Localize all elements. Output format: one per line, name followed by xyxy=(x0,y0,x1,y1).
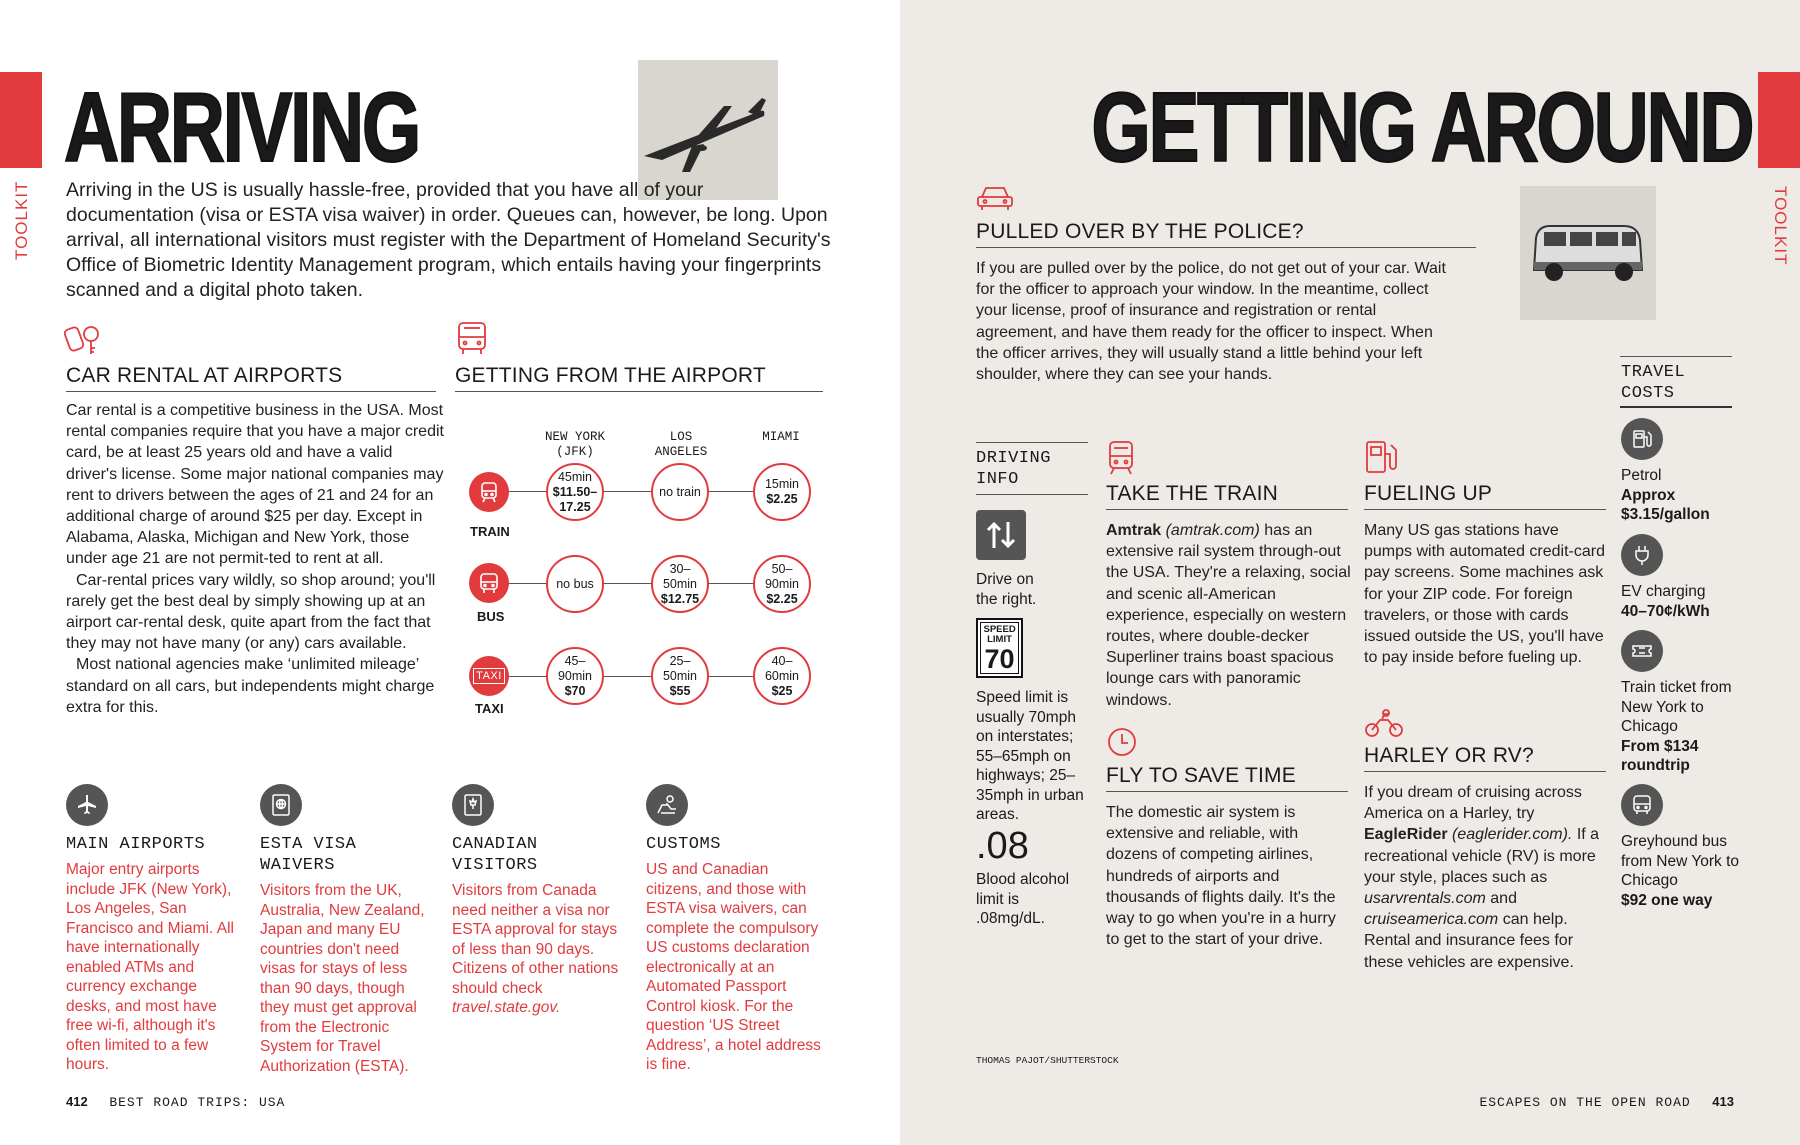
harley-heading: HARLEY OR RV? xyxy=(1364,744,1606,772)
speed-sign-number: 70 xyxy=(984,644,1015,674)
driving-info-top-rule xyxy=(976,442,1088,443)
travel-state-gov-link[interactable]: travel.state.gov. xyxy=(452,999,561,1016)
taxi-ny-time: 45–90min xyxy=(557,653,593,683)
footer-right xyxy=(1479,1094,1734,1110)
page-title-getting-around: GETTING AROUND xyxy=(1091,72,1752,182)
train-ny-time: 45min xyxy=(557,469,593,484)
page-title-arriving: ARRIVING xyxy=(64,72,420,182)
col-header-mia: MIAMI xyxy=(762,430,800,444)
page-number-right: 413 xyxy=(1712,1094,1734,1109)
canadian-heading: CANADIAN VISITORS xyxy=(452,835,538,875)
main-airports-heading: MAIN AIRPORTS xyxy=(66,835,206,854)
toolkit-tab-left xyxy=(0,72,42,168)
speed-limit-text: Speed limit is usually 70mph on interstates; 55–65mph on highways; 25–35mph in urban areas. xyxy=(976,689,1084,823)
train-ticket-icon xyxy=(1621,630,1663,672)
cost-ev xyxy=(1621,582,1741,621)
travel-costs-top-rule xyxy=(1620,356,1732,357)
car-keys-icon xyxy=(64,320,104,361)
car-rental-para-1: Car rental is a competitive business in the USA. Most rental companies require that you have a major credit card, be at least 25 years old and have a valid driver's license. Some major national companies may rent to drivers between the ages of 21 and 24 for an additional charge of around $25 per day. Except in Alabama, Alaska, Michigan and New York, those under age 21 are not permit-ted to rent at all. xyxy=(66,402,444,568)
bus-row-line xyxy=(490,583,790,584)
cost-bus-value: $92 one way xyxy=(1621,891,1713,909)
customs-heading: CUSTOMS xyxy=(646,835,721,854)
bus-mia-time: 50–90min xyxy=(764,561,800,591)
van-photo xyxy=(1520,186,1656,320)
book-title-footer: BEST ROAD TRIPS: USA xyxy=(109,1095,286,1110)
car-rental-heading: CAR RENTAL AT AIRPORTS xyxy=(66,364,436,392)
harley-text-2: If a recreational vehicle (RV) is more your style, places such as xyxy=(1364,826,1600,886)
taxi-ny-cell xyxy=(546,647,604,705)
toolkit-label-right: TOOLKIT xyxy=(1771,186,1790,266)
train-heading: TAKE THE TRAIN xyxy=(1106,482,1348,510)
airport-transport-table xyxy=(455,420,835,730)
harley-text-4: can help. Rental and insurance fees for these vehicles are expensive. xyxy=(1364,911,1574,971)
cost-train-label: Train ticket from New York to Chicago xyxy=(1621,679,1732,735)
fuel-heading: FUELING UP xyxy=(1364,482,1606,510)
cost-bus-label: Greyhound bus from New York to Chicago xyxy=(1621,833,1740,889)
drive-side-text: Drive on the right. xyxy=(976,571,1037,608)
fuel-text: Many US gas stations have pumps with automated credit-card pay screens. Some machines ask for your ZIP code. For foreign travelers, or those with cards issued outside the US, you'll have to pay inside before fueling up. xyxy=(1364,522,1605,667)
train-text: has an extensive rail system through-out the USA. They're a relaxing, social and scenic all-American experience, especially on western routes, where double-decker Superliner trains boast spacious lounge cars with panoramic windows. xyxy=(1106,522,1351,709)
taxi-mia-price: $25 xyxy=(771,683,793,698)
driving-info-rule xyxy=(976,494,1088,495)
bus-ny-value: no bus xyxy=(556,576,594,591)
eaglerider-brand: EagleRider xyxy=(1364,826,1448,844)
travel-costs-heading: TRAVEL COSTS xyxy=(1621,363,1686,403)
bac-value: .08 xyxy=(976,825,1029,867)
bus-label: BUS xyxy=(477,609,505,624)
cost-petrol-label: Petrol xyxy=(1621,467,1662,484)
bac-text: Blood alcohol limit is .08mg/dL. xyxy=(976,871,1070,927)
cost-train-value: From $134 roundtrip xyxy=(1621,737,1699,774)
esta-heading: ESTA VISA WAIVERS xyxy=(260,835,357,875)
fuel-pump-icon-red xyxy=(1364,440,1402,481)
harley-text-3: and xyxy=(1490,890,1517,908)
train-text-block xyxy=(1106,520,1351,711)
cost-ev-value: 40–70¢/kWh xyxy=(1621,602,1710,620)
bus-la-time: 30–50min xyxy=(662,561,698,591)
canada-passport-icon xyxy=(452,784,494,826)
footer-left xyxy=(66,1094,285,1110)
cost-petrol xyxy=(1621,466,1733,525)
esta-text: Visitors from the UK, Australia, New Zealand, Japan and many EU countries don't need visas for stays of less than 90 days, though they must get approval from the Electronic System for Travel Authorization (ESTA). xyxy=(260,882,425,1075)
usarvrentals-link[interactable]: usarvrentals.com xyxy=(1364,890,1486,908)
police-heading: PULLED OVER BY THE POLICE? xyxy=(976,220,1476,248)
bus-mia-cell xyxy=(753,555,811,613)
section-title-footer: ESCAPES ON THE OPEN ROAD xyxy=(1479,1095,1691,1110)
train-mia-price: $2.25 xyxy=(766,492,798,506)
toolkit-tab-right xyxy=(1758,72,1800,168)
main-airports-text: Major entry airports include JFK (New York), Los Angeles, San Francisco and Miami. All have internationally enabled ATMs and currency exchange desks, and most have free wi-fi, although it's often limited to a few hours. xyxy=(66,861,234,1073)
taxi-icon xyxy=(469,656,509,696)
taxi-sign: TAXI xyxy=(473,668,505,684)
car-icon xyxy=(976,183,1014,218)
taxi-label: TAXI xyxy=(475,701,504,716)
canadian-text: Visitors from Canada need neither a visa nor ESTA approval for stays of less than 90 days. Citizens of other nations should check xyxy=(452,882,619,997)
cost-bus xyxy=(1621,832,1741,910)
cost-train xyxy=(1621,678,1733,776)
train-row-line xyxy=(490,491,790,492)
driving-info-heading: DRIVING INFO xyxy=(976,449,1051,489)
train-la-cell xyxy=(651,463,709,521)
taxi-la-cell xyxy=(651,647,709,705)
two-way-arrows-icon xyxy=(976,510,1026,560)
canadian-text-block xyxy=(452,881,630,1018)
col-header-ny: NEW YORK (JFK) xyxy=(545,430,606,459)
customs-icon xyxy=(646,784,688,826)
train-icon xyxy=(469,472,509,512)
car-rental-para-2: Car-rental prices vary wildly, so shop around; you'll rarely get the best deal by simply showing up at an airport car-rental desk, quite apart from the fact that they may not have many (or any) cars available. xyxy=(66,571,436,653)
taxi-la-time: 25–50min xyxy=(662,653,698,683)
taxi-mia-time: 40–60min xyxy=(764,653,800,683)
taxi-ny-price: $70 xyxy=(564,683,586,698)
car-rental-text xyxy=(66,400,446,718)
train-mia-cell xyxy=(753,463,811,521)
police-text: If you are pulled over by the police, do not get out of your car. Wait for the officer to approach your window. In the meantime, collect your license, proof of insurance and registration or rental agreement, and have them ready for the officer to inspect. When the officer arrives, they will usually stand a little behind your left shoulder, where they can see your hands. xyxy=(976,260,1446,384)
passport-icon xyxy=(260,784,302,826)
fuel-pump-icon xyxy=(1621,418,1663,460)
bus-icon xyxy=(455,320,489,361)
car-rental-para-3: Most national agencies make ‘unlimited mileage’ standard on all cars, but independents might charge extra for this. xyxy=(66,656,435,716)
fly-text: The domestic air system is extensive and reliable, with dozens of competing airlines, hundreds of airports and thousands of flights daily. It's the way to go when you're in a hurry to get to the start of your drive. xyxy=(1106,804,1336,949)
customs-text: US and Canadian citizens, and those with ESTA visa waivers, can complete the compulsory US customs declaration electronically at an Automated Passport Control kiosk. For the question ‘US Street Address’, a hotel address is fine. xyxy=(646,861,821,1073)
cost-ev-label: EV charging xyxy=(1621,583,1706,600)
train-icon-right xyxy=(1106,440,1136,481)
intro-text: Arriving in the US is usually hassle-free, provided that you have all of your documentation (visa or ESTA visa waiver) in order. Queues can, however, be long. Upon arrival, all international visitors must register with the Department of Homeland Security's Office of Biometric Identity Management program, which entails having your fingerprints scanned and a digital photo taken. xyxy=(66,179,831,301)
clock-icon xyxy=(1106,726,1138,763)
ev-charger-icon xyxy=(1621,534,1663,576)
taxi-mia-cell xyxy=(753,647,811,705)
train-ny-cell xyxy=(546,463,604,521)
photo-credit: THOMAS PAJOT/SHUTTERSTOCK xyxy=(976,1055,1119,1066)
taxi-la-price: $55 xyxy=(669,683,691,698)
bus-mia-price: $2.25 xyxy=(766,591,798,606)
harley-text-block xyxy=(1364,782,1604,973)
page-number-left: 412 xyxy=(66,1094,88,1109)
bus-la-price: $12.75 xyxy=(660,591,700,606)
train-mia-time: 15min xyxy=(764,477,800,491)
motorcycle-icon xyxy=(1364,700,1404,745)
train-label: TRAIN xyxy=(470,524,510,539)
travel-costs-rule xyxy=(1620,406,1732,408)
airport-heading: GETTING FROM THE AIRPORT xyxy=(455,364,823,392)
speed-sign-label: SPEED LIMIT xyxy=(983,624,1016,645)
amtrak-link[interactable]: (amtrak.com) xyxy=(1165,522,1260,539)
right-page xyxy=(900,0,1800,1145)
airplane-icon xyxy=(66,784,108,826)
speed-limit-sign xyxy=(976,618,1023,678)
taxi-row-line xyxy=(490,676,790,677)
train-ny-price: $11.50–17.25 xyxy=(552,484,598,514)
bus-la-cell xyxy=(651,555,709,613)
bus-ny-cell xyxy=(546,555,604,613)
eaglerider-link[interactable]: (eaglerider.com). xyxy=(1452,826,1573,844)
fly-heading: FLY TO SAVE TIME xyxy=(1106,764,1348,792)
amtrak-brand: Amtrak xyxy=(1106,522,1162,539)
cost-petrol-value: Approx $3.15/gallon xyxy=(1621,486,1710,523)
col-header-la: LOS ANGELES xyxy=(654,430,708,459)
train-la-value: no train xyxy=(659,484,701,499)
bus-row-icon xyxy=(469,563,509,603)
bus-cost-icon xyxy=(1621,784,1663,826)
toolkit-label-left: TOOLKIT xyxy=(12,180,31,260)
harley-text-1: If you dream of cruising across America on a Harley, try xyxy=(1364,784,1582,823)
cruiseamerica-link[interactable]: cruiseamerica.com xyxy=(1364,911,1499,929)
